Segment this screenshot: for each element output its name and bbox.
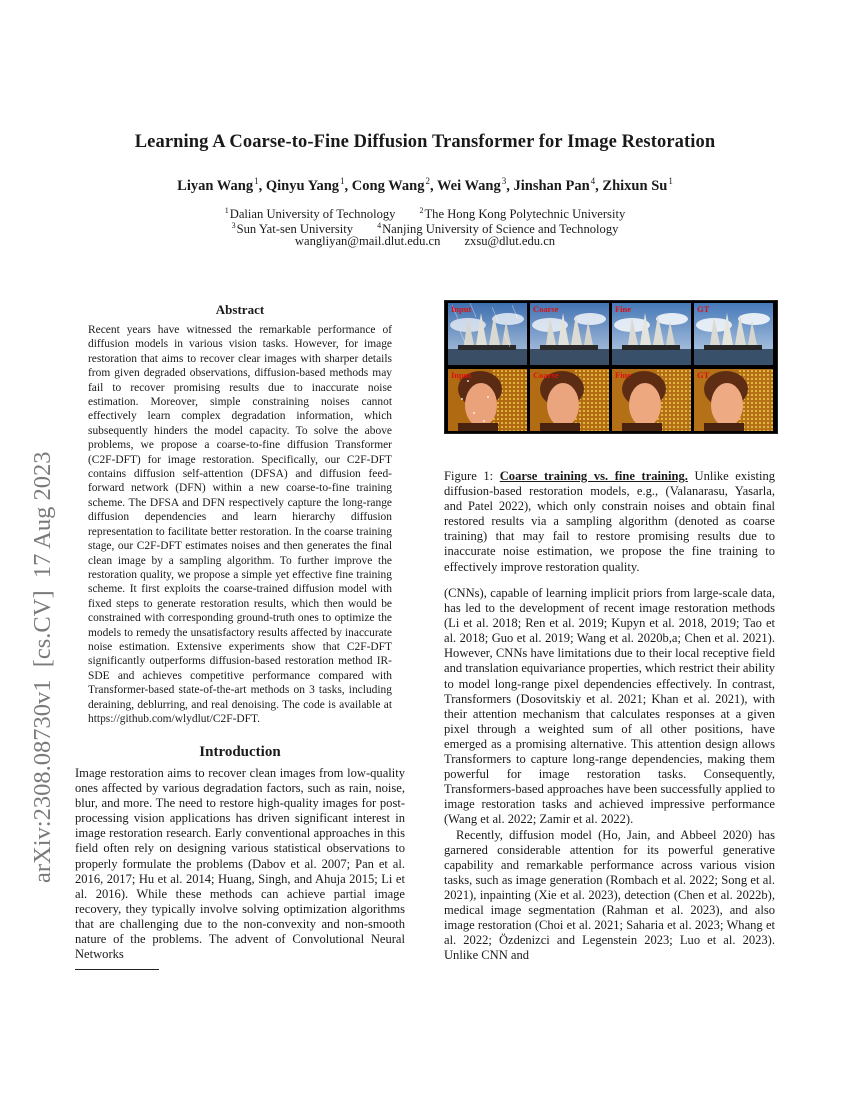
caption-highlight: Coarse training vs. fine training. xyxy=(499,469,688,483)
caption-text: Unlike existing diffusion-based restoration models, e.g., (Valanarasu, Yasarla, and Patel 2022), which only constrain noises and obtain final restored results via a sampling algorithm (denoted as coarse training) that may fail to restore promising results due to inaccurate noise estimation, we propose the fine training to effectively improve restoration quality. xyxy=(444,469,776,574)
affiliation: Nanjing University of Science and Technology xyxy=(382,222,619,236)
figure-image-face-gt xyxy=(694,369,773,431)
figure-image-face-fine xyxy=(612,369,691,431)
figure-label-coarse: Coarse xyxy=(533,370,559,380)
author-name: Wei Wang xyxy=(436,178,501,194)
affil-mark: 4 xyxy=(377,221,382,230)
figure-label-gt: GT xyxy=(697,304,710,314)
author-name: Jinshan Pan xyxy=(513,178,590,194)
right-column-body xyxy=(444,586,775,963)
abstract-text: Recent years have witnessed the remarkable performance of diffusion models in various vision tasks. However, for image restoration that aims to recover clear images with sharper details from given degraded observations, diffusion-based methods may fail to recover promising results due to inaccurate noise estimation. Moreover, simple constraining noises cannot effectively learn complex degradation information, which subsequently hinders the model capacity. To solve the above problems, we propose a coarse-to-fine diffusion Transformer (C2F-DFT) for image restoration. Specifically, our C2F-DFT contains diffusion self-attention (DFSA) and diffusion feed-forward network (DFN) within a new coarse-to-fine training scheme. The DFSA and DFN respectively capture the long-range diffusion dependencies and learn hierarchy diffusion representation to facilitate better restoration. In the coarse training stage, our C2F-DFT estimates noises and then generates the final clean image by a sampling algorithm. To further improve the restoration quality, we propose a simple yet effective fine training scheme. It first exploits the coarse-trained diffusion model with fixed steps to generate restoration results, which then would be constrained with corresponding ground-truth ones to optimize the models to remedy the unsatisfactory results affected by inaccurate noise estimation. Extensive experiments show that C2F-DFT significantly outperforms diffusion-based restoration method IR-SDE and achieves competitive performance compared with Transformer-based state-of-the-art methods on 3 tasks, including deraining, deblurring, and real denoising. The code is available at https://github.com/wlydlut/C2F-DFT. xyxy=(88,324,392,725)
author-affil-mark: 2 xyxy=(425,176,430,186)
figure-1 xyxy=(444,300,778,434)
figure-image-face-coarse xyxy=(530,369,609,431)
figure-image-face-input xyxy=(448,369,527,431)
author-list: Liyan Wang$^1$, Qinyu Yang$^1$, Cong Wang$^2$, Wei Wang$^3$, Jinshan Pan$^4$, Zhixun Su$^1$ xyxy=(177,176,673,194)
author-name: Liyan Wang xyxy=(177,178,254,194)
affil-mark: 3 xyxy=(231,221,236,230)
figure-label-fine: Fine xyxy=(615,370,632,380)
caption-prefix: Figure 1: xyxy=(444,469,494,483)
figure-image-ship-input xyxy=(448,303,527,365)
affiliation: Sun Yat-sen University xyxy=(236,222,354,236)
figure-image-ship-fine xyxy=(612,303,691,365)
figure-label-coarse: Coarse xyxy=(533,304,559,314)
email-line xyxy=(0,234,850,249)
affil-mark: 1 xyxy=(224,206,229,215)
figure-1-caption xyxy=(444,469,775,575)
author-affil-mark: 3 xyxy=(501,176,507,186)
affiliation: The Hong Kong Polytechnic University xyxy=(424,207,626,221)
affiliation: Dalian University of Technology xyxy=(229,207,396,221)
figure-image-ship-gt xyxy=(694,303,773,365)
author-affil-mark: 1 xyxy=(668,176,673,186)
author-affil-mark: 1 xyxy=(340,176,345,186)
author-affil-mark: 4 xyxy=(590,176,596,186)
arxiv-stamp xyxy=(18,285,62,885)
introduction-text: Image restoration aims to recover clean images from low-quality ones affected by various degradation factors, such as rain, noise, blur, and more. The need to restore high-quality images for post-processing vision applications has driven significant interest in image restoration research. Early conventional approaches in this field often rely on designing various statistical observations to properly formulate the problems (Dabov et al. 2007; Pan et al. 2016, 2017; Hu et al. 2014; Huang, Singh, and Ahuja 2015; Li et al. 2016). While these methods can achieve partial image recovery, they typically involve solving optimization algorithms that are challenging due to the non-convexity and non-smooth nature of the problems. The advent of Convolutional Neural Networks xyxy=(75,766,405,962)
figure-label-fine: Fine xyxy=(615,304,632,314)
author-affil-mark: 1 xyxy=(254,176,259,186)
abstract-heading: Abstract xyxy=(215,302,265,317)
email: zxsu@dlut.edu.cn xyxy=(464,234,556,248)
figure-label-input: Input xyxy=(451,304,472,314)
paper-title: Learning A Coarse-to-Fine Diffusion Transformer for Image Restoration xyxy=(134,132,716,152)
arxiv-stamp-text: arXiv:2308.08730v1 [cs.CV] 17 Aug 2023 xyxy=(29,451,56,883)
affil-mark: 2 xyxy=(419,206,424,215)
paragraph: Recently, diffusion model (Ho, Jain, and Abbeel 2020) has garnered considerable attention for its powerful generative capability and remarkable performance across various vision tasks, such as image generation (Rombach et al. 2022; Song et al. 2021), inpainting (Xie et al. 2023), detection (Chen et al. 2022b), medical image segmentation (Rahman et al. 2023), and also image restoration (Choi et al. 2021; Saharia et al. 2023; Whang et al. 2022; Özdenizci and Legenstein 2023; Luo et al. 2023). Unlike CNN and xyxy=(444,827,775,963)
author-name: Zhixun Su xyxy=(602,178,668,194)
footnote-rule xyxy=(75,969,159,970)
author-name: Qinyu Yang xyxy=(265,178,340,194)
author-name: Cong Wang xyxy=(351,178,425,194)
figure-label-gt: GT xyxy=(697,370,710,380)
introduction-heading: Introduction xyxy=(199,744,281,760)
email: wangliyan@mail.dlut.edu.cn xyxy=(294,234,441,248)
paragraph: (CNNs), capable of learning implicit priors from large-scale data, has led to the development of recent image restoration methods (Li et al. 2018; Ren et al. 2019; Kupyn et al. 2018, 2019; Tao et al. 2018; Guo et al. 2019; Wang et al. 2020b,a; Chen et al. 2021). However, CNNs have limitations due to their local receptive field and translation equivariance properties, which restrict their ability to model long-range pixel dependencies effectively. In contrast, Transformers (Dosovitskiy et al. 2021; Khan et al. 2021), with their attention mechanism that calculates responses at a given pixel through a weighted sum of all other positions, have emerged as a promising alternative. This attention design allows Transformers to capture long-range dependencies, making them powerful for image restoration tasks. Consequently, Transformers-based approaches have been successfully applied to image restoration tasks and achieved impressive performance (Wang et al. 2022; Zamir et al. 2022). xyxy=(444,586,775,827)
figure-image-ship-coarse xyxy=(530,303,609,365)
figure-label-input: Input xyxy=(451,370,472,380)
